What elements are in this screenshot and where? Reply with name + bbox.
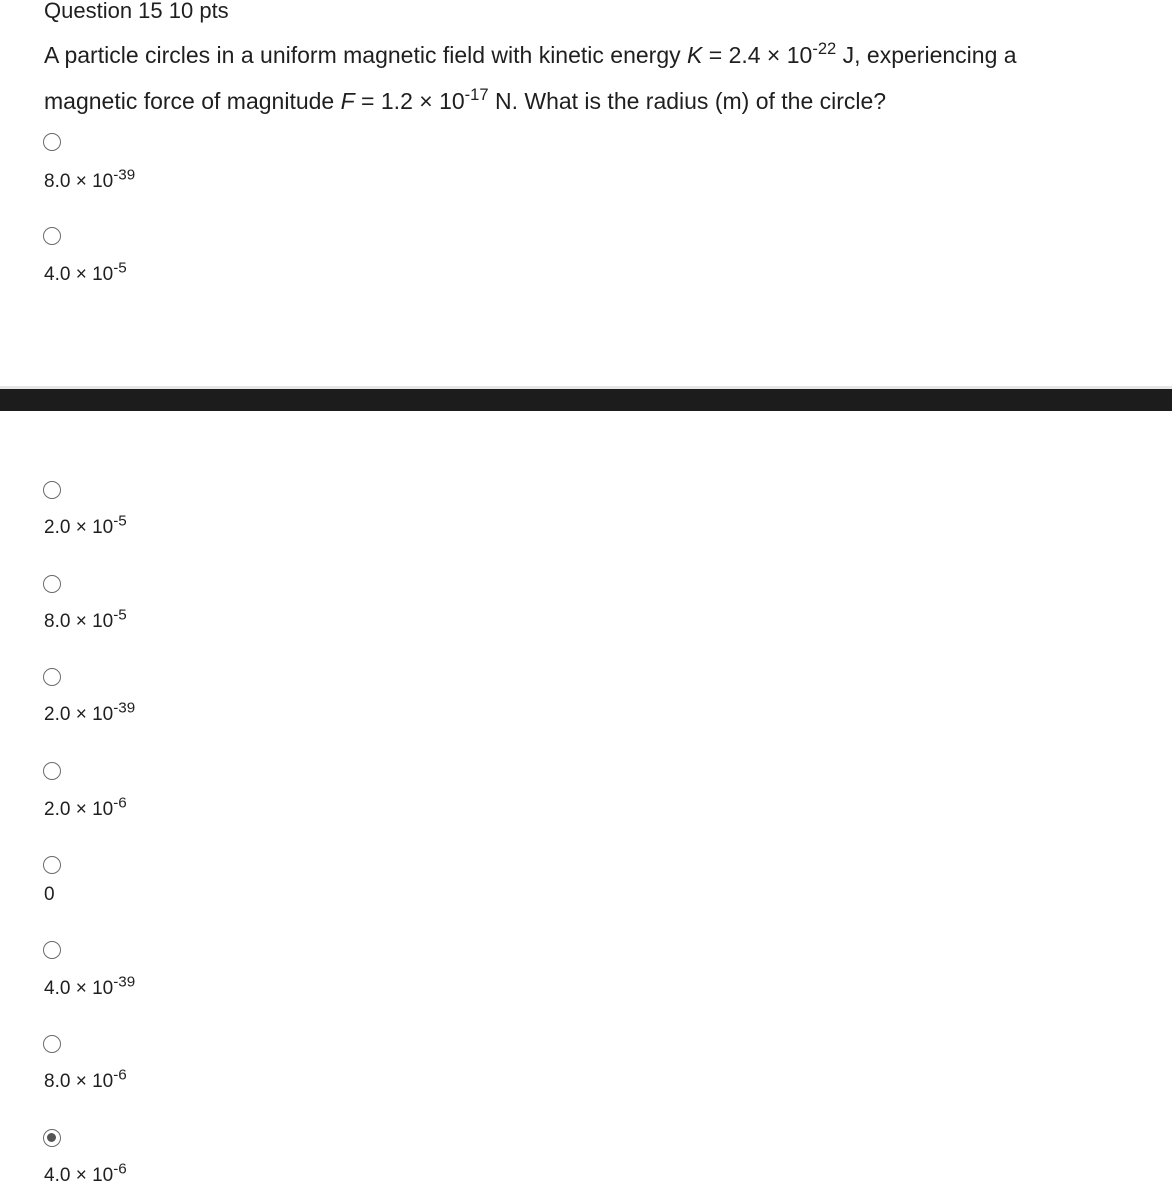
option-2-radio[interactable]: [43, 227, 61, 245]
option-4-radio[interactable]: [43, 575, 61, 593]
exponent: -17: [464, 84, 489, 104]
option-6-radio[interactable]: [43, 762, 61, 780]
option-1-radio[interactable]: [43, 133, 61, 151]
option-9-label[interactable]: $8.0 \times 10^{-6}$: [44, 1066, 127, 1092]
exponent: -22: [812, 38, 837, 58]
option-8-radio[interactable]: [43, 941, 61, 959]
option-6-label[interactable]: $2.0 \times 10^{-6}$: [44, 794, 127, 820]
question-prompt-line-2: magnetic force of magnitude $F = 1.2 \times 10^{-17}$ N. What is the radius (m) of the circle?: [44, 84, 887, 114]
page-divider-bar: [0, 389, 1172, 411]
question-header: Question 15 10 pts: [44, 0, 229, 23]
option-8-label[interactable]: $4.0 \times 10^{-39}$: [44, 973, 136, 999]
option-10-label[interactable]: $4.0 \times 10^{-6}$: [44, 1160, 127, 1186]
option-4-label[interactable]: $8.0 \times 10^{-5}$: [44, 606, 127, 632]
option-5-radio[interactable]: [43, 668, 61, 686]
variable-k: K: [687, 42, 703, 68]
option-5-label[interactable]: $2.0 \times 10^{-39}$: [44, 699, 136, 725]
option-7-radio[interactable]: [43, 856, 61, 874]
option-3-label[interactable]: $2.0 \times 10^{-5}$: [44, 512, 127, 538]
option-10-radio[interactable]: [43, 1129, 61, 1147]
option-2-label[interactable]: $4.0 \times 10^{-5}$: [44, 259, 127, 285]
option-7-label[interactable]: 0: [44, 884, 55, 905]
option-1-label[interactable]: $8.0 \times 10^{-39}$: [44, 166, 136, 192]
variable-f: F: [340, 88, 355, 114]
question-prompt-line-1: A particle circles in a uniform magnetic field with kinetic energy $K = 2.4 \times 10^{-22}$ J, experiencing a: [44, 38, 1017, 68]
option-9-radio[interactable]: [43, 1035, 61, 1053]
option-3-radio[interactable]: [43, 481, 61, 499]
